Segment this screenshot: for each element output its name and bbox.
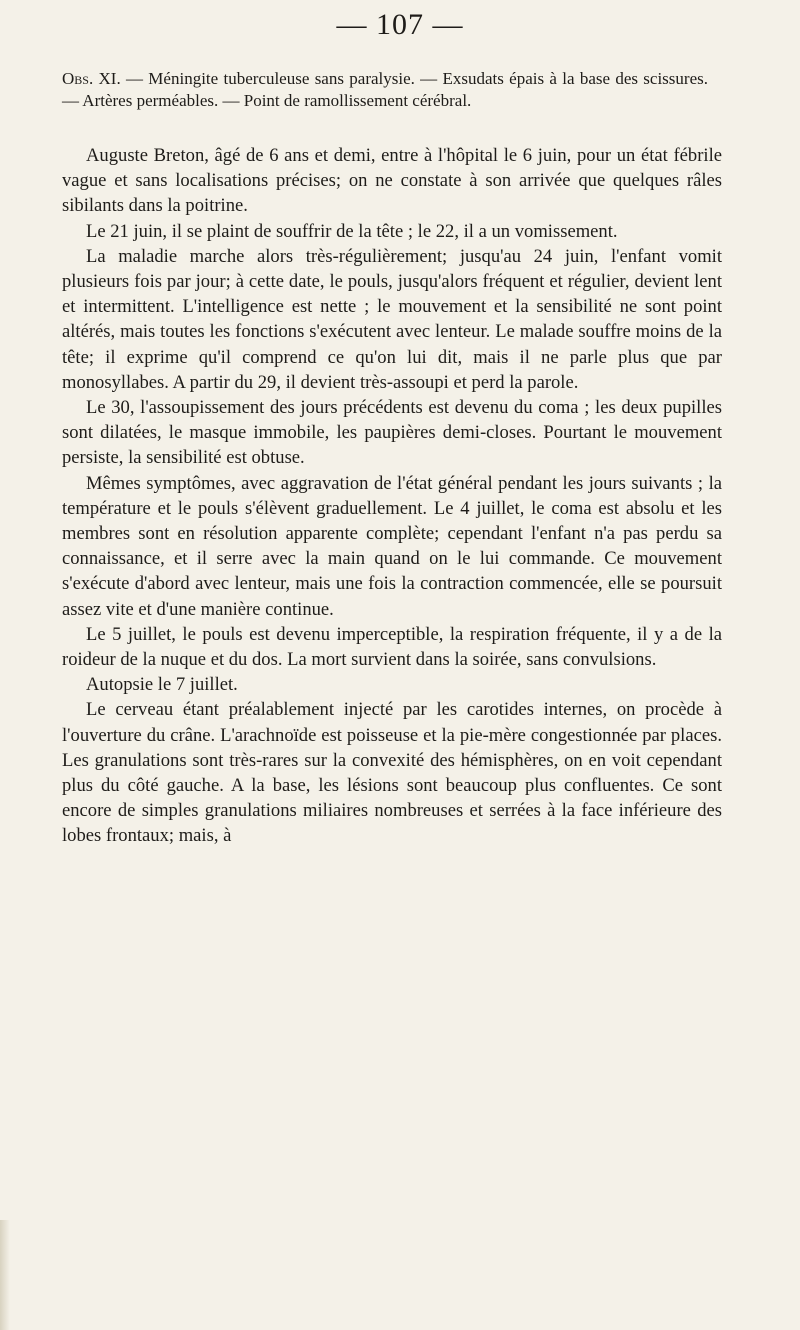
paragraph: Mêmes symptômes, avec aggravation de l'état général pendant les jours suivants ; la température et le pouls s'élèvent graduellement. Le 4 juillet, le coma est absolu et les membres sont en résolution apparente complète; cependant l'enfant n'a pas perdu sa connaissance, et il serre avec la main quand on le lui commande. Ce mouvement s'exécute d'abord avec lenteur, mais une fois la contraction commencée, elle se poursuit assez vite et d'une manière continue. <box>62 472 722 620</box>
case-text <box>62 143 722 849</box>
page-number: — 107 — <box>336 8 464 41</box>
observation-summary: — Méningite tuberculeuse sans paralysie. — Exsudats épais à la base des scissures. — Artères perméables. — Point de ramollissement cérébral. <box>62 69 708 110</box>
paragraph: Autopsie le 7 juillet. <box>86 674 238 696</box>
paragraph: La maladie marche alors très-régulièrement; jusqu'au 24 juin, l'enfant vomit plusieurs fois par jour; à cette date, le pouls, jusqu'alors fréquent et régulier, devient lent et intermittent. L'intelligence est nette ; le mouvement et la sensibilité ne sont point altérés, mais toutes les fonctions s'exécutent avec lenteur. Le malade souffre moins de la tête; il exprime qu'il comprend ce qu'on lui dit, mais il ne parle plus que par monosyllabes. A partir du 29, il devient très-assoupi et perd la parole. <box>62 245 722 393</box>
paragraph: Le cerveau étant préalablement injecté par les carotides internes, on procède à l'ouverture du crâne. L'arachnoïde est poisseuse et la pie-mère congestionnée par places. Les granulations sont très-rares sur la convexité des hémisphères, on en voit cependant plus du côté gauche. A la base, les lésions sont beaucoup plus confluentes. Ce sont encore de simples granulations miliaires nombreuses et serrées à la face inférieure des lobes frontaux; mais, à <box>62 699 722 847</box>
binding-shadow <box>0 1220 10 1330</box>
paragraph: Le 5 juillet, le pouls est devenu imperceptible, la respiration fréquente, il y a de la roideur de la nuque et du dos. La mort survient dans la soirée, sans convulsions. <box>62 623 722 671</box>
paragraph: Le 30, l'assoupissement des jours précédents est devenu du coma ; les deux pupilles sont dilatées, le masque immobile, les paupières demi-closes. Pourtant le mouvement persiste, la sensibilité est obtuse. <box>62 397 722 469</box>
paragraph: Auguste Breton, âgé de 6 ans et demi, entre à l'hôpital le 6 juin, pour un état fébrile vague et sans localisations précises; on ne constate à son arrivée que quelques râles sibilants dans la poitrine. <box>62 145 722 217</box>
observation-label: Obs. XI. <box>62 69 121 88</box>
paragraph: Le 21 juin, il se plaint de souffrir de la tête ; le 22, il a un vomissement. <box>86 220 618 242</box>
observation-heading <box>62 68 708 112</box>
